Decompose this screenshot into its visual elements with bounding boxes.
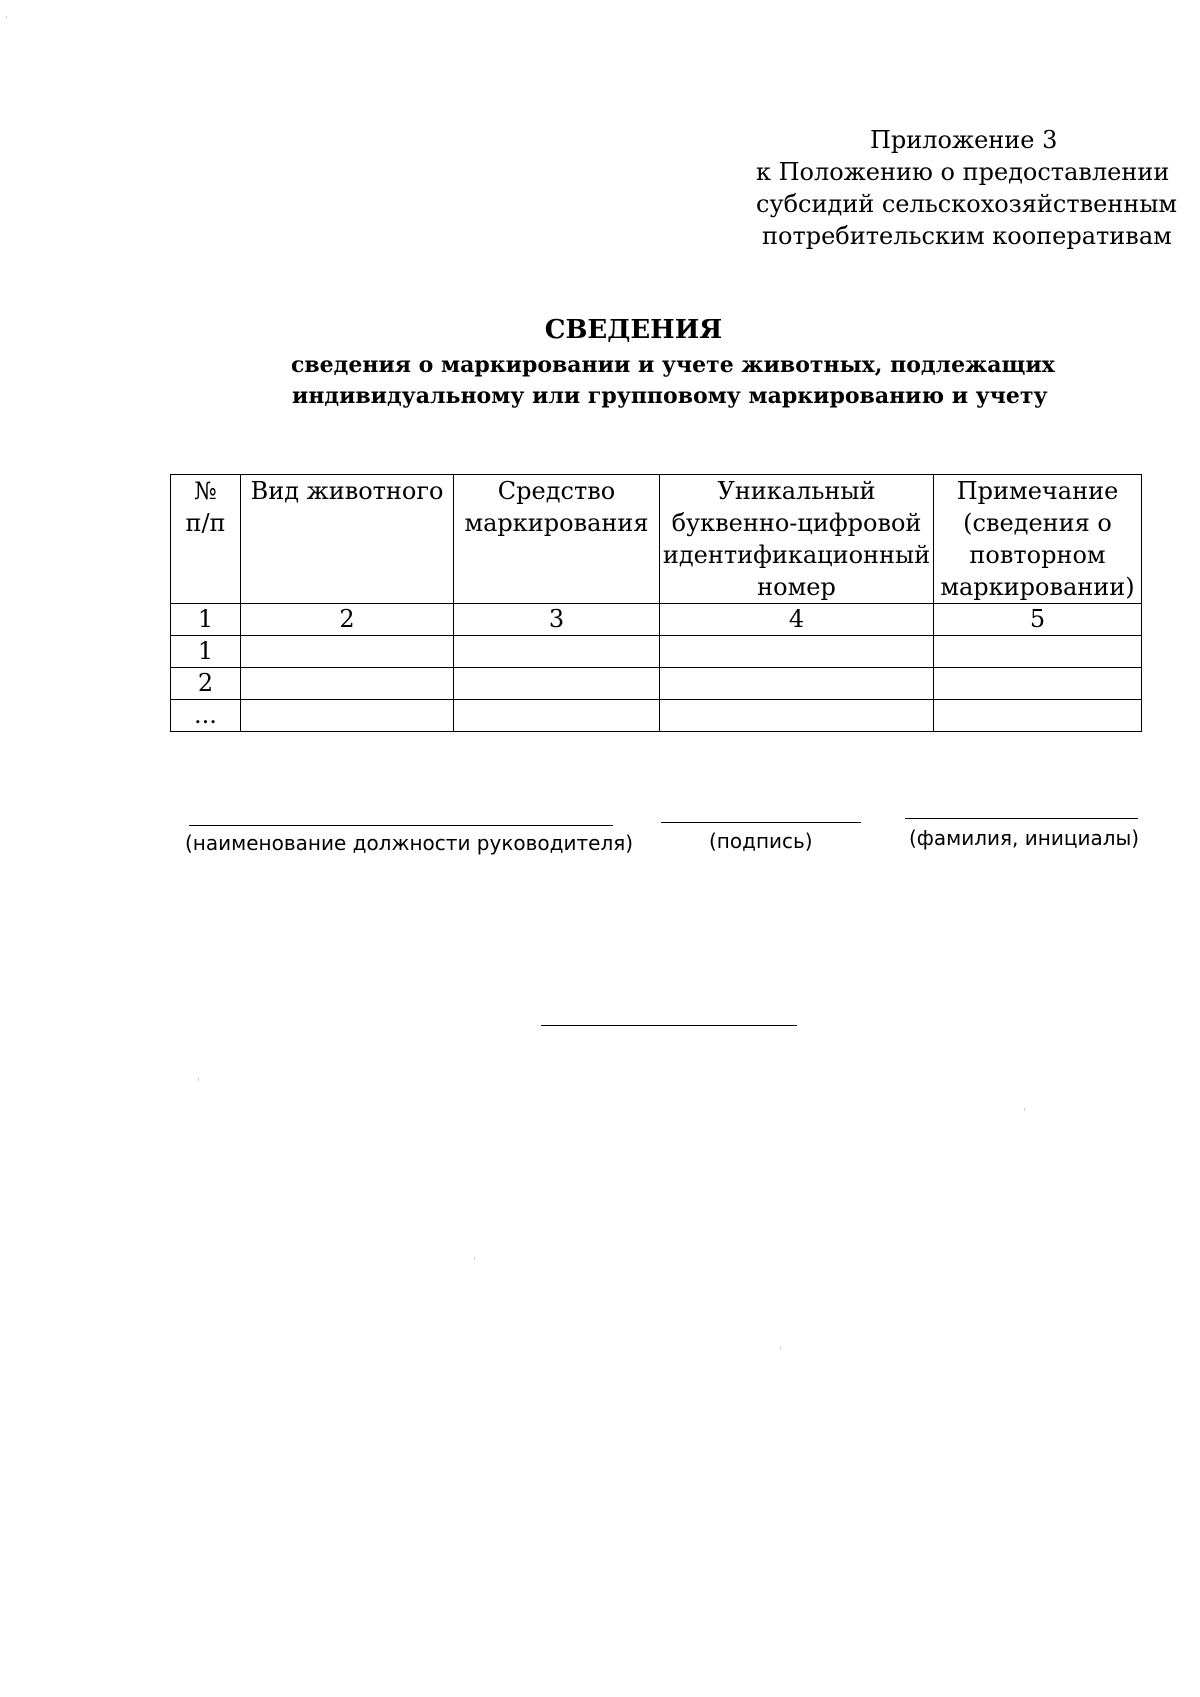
header-marking-means — [454, 475, 660, 604]
document-subtitle-line: индивидуальному или групповому маркированию и учету — [292, 383, 1048, 409]
header-number — [171, 475, 241, 604]
row-index: 1 — [171, 636, 241, 668]
table-row — [171, 700, 1142, 732]
table-cell — [660, 668, 934, 700]
header-text: повторном — [969, 541, 1106, 569]
appendix-reference-line: потребительским кооперативам — [762, 222, 1172, 250]
table-cell — [660, 636, 934, 668]
scan-speck — [6, 16, 7, 18]
row-index: 2 — [171, 668, 241, 700]
signature-line — [661, 822, 861, 823]
position-caption: (наименование должности руководителя) — [185, 831, 634, 855]
scan-speck — [780, 1347, 781, 1350]
table-cell — [934, 668, 1142, 700]
scan-speck — [198, 1078, 199, 1081]
column-number: 3 — [454, 604, 660, 636]
scan-speck — [474, 1257, 475, 1260]
table-cell — [454, 700, 660, 732]
document-title: СВЕДЕНИЯ — [544, 315, 723, 345]
header-text: Средство — [497, 477, 616, 505]
header-text: идентификационный — [662, 541, 931, 569]
name-caption: (фамилия, инициалы) — [909, 826, 1140, 850]
column-number: 4 — [660, 604, 934, 636]
table-header-row — [171, 475, 1142, 604]
table-cell — [241, 636, 454, 668]
table-row — [171, 668, 1142, 700]
header-text: Примечание — [956, 477, 1119, 505]
table-cell — [241, 700, 454, 732]
table-cell — [454, 668, 660, 700]
header-text: маркирования — [464, 509, 649, 537]
header-unique-id — [660, 475, 934, 604]
table-cell — [934, 700, 1142, 732]
name-signature-line — [905, 818, 1138, 819]
header-text: Вид животного — [250, 477, 444, 505]
closing-divider-line — [541, 1025, 797, 1026]
appendix-number: Приложение 3 — [870, 126, 1058, 154]
table-cell — [454, 636, 660, 668]
header-text: (сведения о — [963, 509, 1112, 537]
column-number: 2 — [241, 604, 454, 636]
table-row — [171, 636, 1142, 668]
scan-speck — [1024, 1108, 1025, 1111]
position-signature-line — [189, 825, 613, 826]
table-cell — [660, 700, 934, 732]
header-animal-type — [241, 475, 454, 604]
table-cell — [241, 668, 454, 700]
row-index: ... — [171, 700, 241, 732]
animal-marking-table — [170, 474, 1142, 732]
column-number-row — [171, 604, 1142, 636]
column-number: 5 — [934, 604, 1142, 636]
header-text: Уникальный — [717, 477, 876, 505]
document-subtitle-line: сведения о маркировании и учете животных, подлежащих — [291, 352, 1055, 378]
header-text: п/п — [185, 509, 226, 537]
header-text: № — [194, 477, 217, 505]
header-text: маркировании) — [940, 573, 1135, 601]
signature-caption: (подпись) — [709, 829, 813, 853]
table-cell — [934, 636, 1142, 668]
header-note — [934, 475, 1142, 604]
appendix-reference-line: к Положению о предоставлении — [756, 158, 1170, 186]
header-text: номер — [757, 573, 836, 601]
column-number: 1 — [171, 604, 241, 636]
header-text: буквенно-цифровой — [671, 509, 922, 537]
appendix-reference-line: субсидий сельскохозяйственным — [756, 190, 1178, 218]
